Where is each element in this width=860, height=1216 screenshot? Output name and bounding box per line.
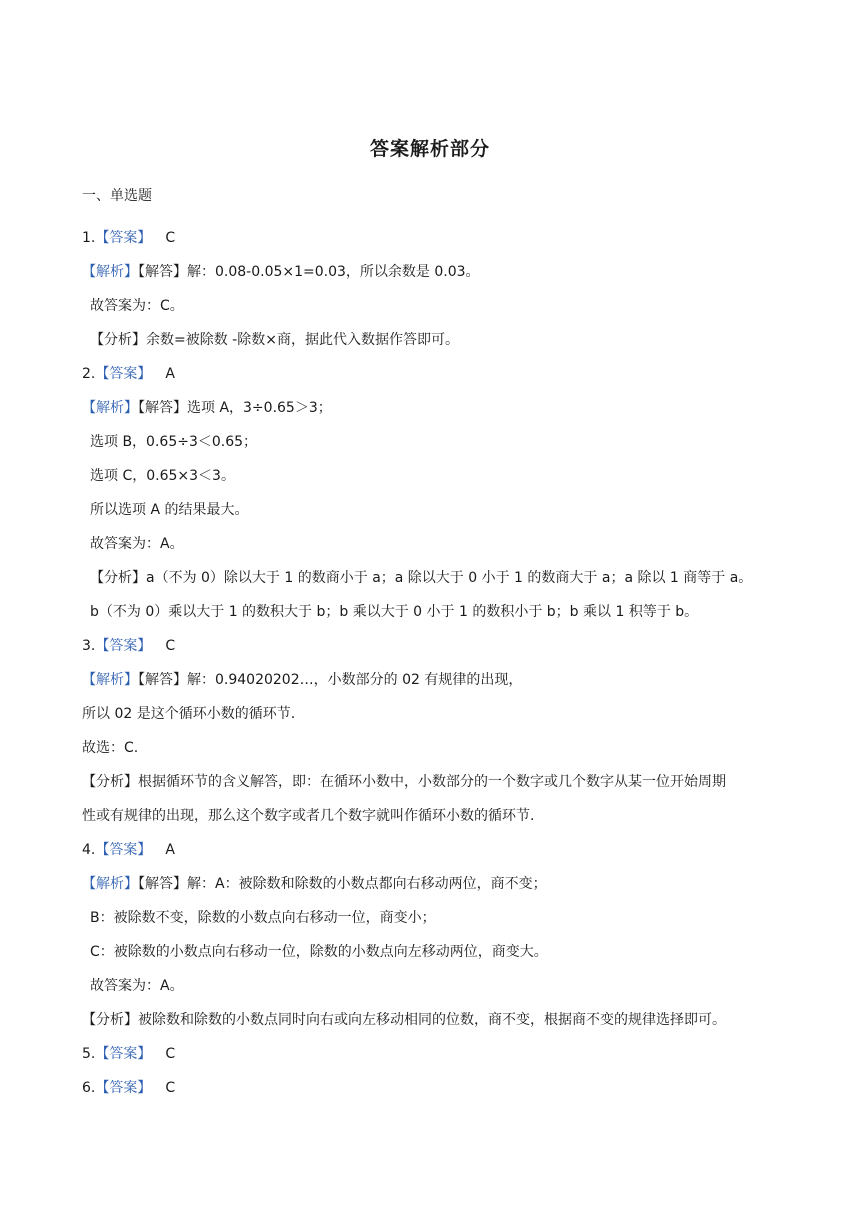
q5-answer-line <box>82 1044 175 1064</box>
analysis-label: 【解析】 <box>82 876 138 892</box>
answer-label: 【答案】 <box>95 638 152 654</box>
q1-fenxi: 【分析】余数=被除数 -除数×商，据此代入数据作答即可。 <box>90 332 459 348</box>
q3-solution: 【解答】解：0.94020202…，小数部分的 02 有规律的出现， <box>138 672 523 688</box>
q2-analysis-line <box>82 398 332 418</box>
q1-answer-line <box>82 228 175 248</box>
q2-number: 2. <box>82 366 96 382</box>
page-title: 答案解析部分 <box>369 138 490 160</box>
analysis-label: 【解析】 <box>82 400 138 416</box>
q2-fenxi-1: 【分析】a（不为 0）除以大于 1 的数商小于 a；a 除以大于 0 小于 1 的数商大于 a；a 除以 1 商等于 a。 <box>90 570 753 586</box>
q3-fenxi-1: 【分析】根据循环节的含义解答，即：在循环小数中，小数部分的一个数字或几个数字从某一位开始周期 <box>82 774 726 790</box>
q3-answer-value: C <box>165 638 176 654</box>
q4-number: 4. <box>82 842 96 858</box>
q3-conclusion: 故选：C. <box>82 740 139 756</box>
q4-answer-value: A <box>165 842 175 858</box>
q4-solution: 【解答】解：A：被除数和除数的小数点都向右移动两位，商不变； <box>138 876 547 892</box>
answer-label: 【答案】 <box>95 230 152 246</box>
analysis-label: 【解析】 <box>82 672 138 688</box>
q1-solution: 【解答】解：0.08-0.05×1=0.03，所以余数是 0.03。 <box>138 264 480 280</box>
q6-answer-value: C <box>165 1080 176 1096</box>
q2-fenxi-2: b（不为 0）乘以大于 1 的数积大于 b；b 乘以大于 0 小于 1 的数积小于 b；b 乘以 1 积等于 b。 <box>90 604 699 620</box>
q4-conclusion: 故答案为：A。 <box>90 978 184 994</box>
analysis-label: 【解析】 <box>82 264 138 280</box>
q1-answer-value: C <box>165 230 176 246</box>
answer-label: 【答案】 <box>95 842 152 858</box>
q4-fenxi: 【分析】被除数和除数的小数点同时向右或向左移动相同的位数，商不变，根据商不变的规律选择即可。 <box>82 1012 726 1028</box>
q6-answer-line <box>82 1078 175 1098</box>
q5-answer-value: C <box>165 1046 176 1062</box>
section-heading: 一、单选题 <box>82 188 152 204</box>
q2-line3: 选项 C，0.65×3＜3。 <box>90 468 235 484</box>
answer-label: 【答案】 <box>95 1080 152 1096</box>
q2-answer-value: A <box>165 366 175 382</box>
q2-line4: 所以选项 A 的结果最大。 <box>90 502 249 518</box>
q1-conclusion: 故答案为：C。 <box>90 298 184 314</box>
q2-line2: 选项 B，0.65÷3＜0.65； <box>90 434 258 450</box>
q3-number: 3. <box>82 638 96 654</box>
q1-analysis-line <box>82 262 480 282</box>
q3-fenxi-2: 性或有规律的出现，那么这个数字或者几个数字就叫作循环小数的循环节. <box>82 808 535 824</box>
q2-solution: 【解答】选项 A，3÷0.65＞3； <box>138 400 332 416</box>
q6-number: 6. <box>82 1080 96 1096</box>
answer-label: 【答案】 <box>95 1046 152 1062</box>
q4-line3: C：被除数的小数点向右移动一位，除数的小数点向左移动两位，商变大。 <box>90 944 548 960</box>
q3-analysis-line <box>82 670 522 690</box>
q3-line2: 所以 02 是这个循环小数的循环节. <box>82 706 296 722</box>
q1-number: 1. <box>82 230 96 246</box>
q4-answer-line <box>82 840 175 860</box>
q4-line2: B：被除数不变，除数的小数点向右移动一位，商变小； <box>90 910 436 926</box>
q2-conclusion: 故答案为：A。 <box>90 536 184 552</box>
q5-number: 5. <box>82 1046 96 1062</box>
q4-analysis-line <box>82 874 547 894</box>
q2-answer-line <box>82 364 175 384</box>
q3-answer-line <box>82 636 175 656</box>
answer-label: 【答案】 <box>95 366 152 382</box>
